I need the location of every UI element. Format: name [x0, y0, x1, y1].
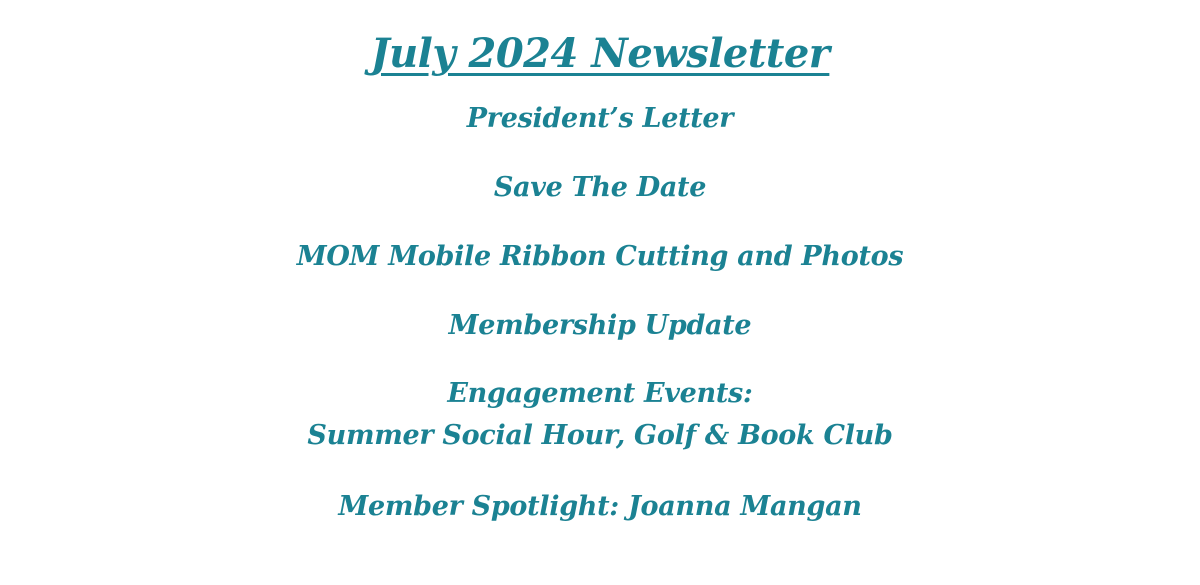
contents-item-engagement-events[interactable] [0, 373, 1200, 457]
contents-item-save-the-date[interactable] [0, 167, 1200, 209]
contents-item-label: MOM Mobile Ribbon Cutting and Photos [296, 241, 904, 272]
newsletter-title: July 2024 Newsletter [370, 30, 830, 77]
contents-item-member-spotlight[interactable] [0, 486, 1200, 528]
contents-item-label: President’s Letter [466, 103, 734, 134]
contents-item-label: Engagement Events: [447, 378, 753, 409]
contents-item-membership-update[interactable] [0, 305, 1200, 347]
contents-item-label: Save The Date [493, 172, 707, 203]
contents-item-sublabel: Summer Social Hour, Golf & Book Club [307, 420, 893, 451]
contents-item-mom-mobile[interactable] [0, 236, 1200, 278]
contents-item-presidents-letter[interactable] [0, 98, 1200, 140]
contents-item-label: Membership Update [448, 310, 752, 341]
contents-item-label: Member Spotlight: Joanna Mangan [338, 491, 862, 522]
